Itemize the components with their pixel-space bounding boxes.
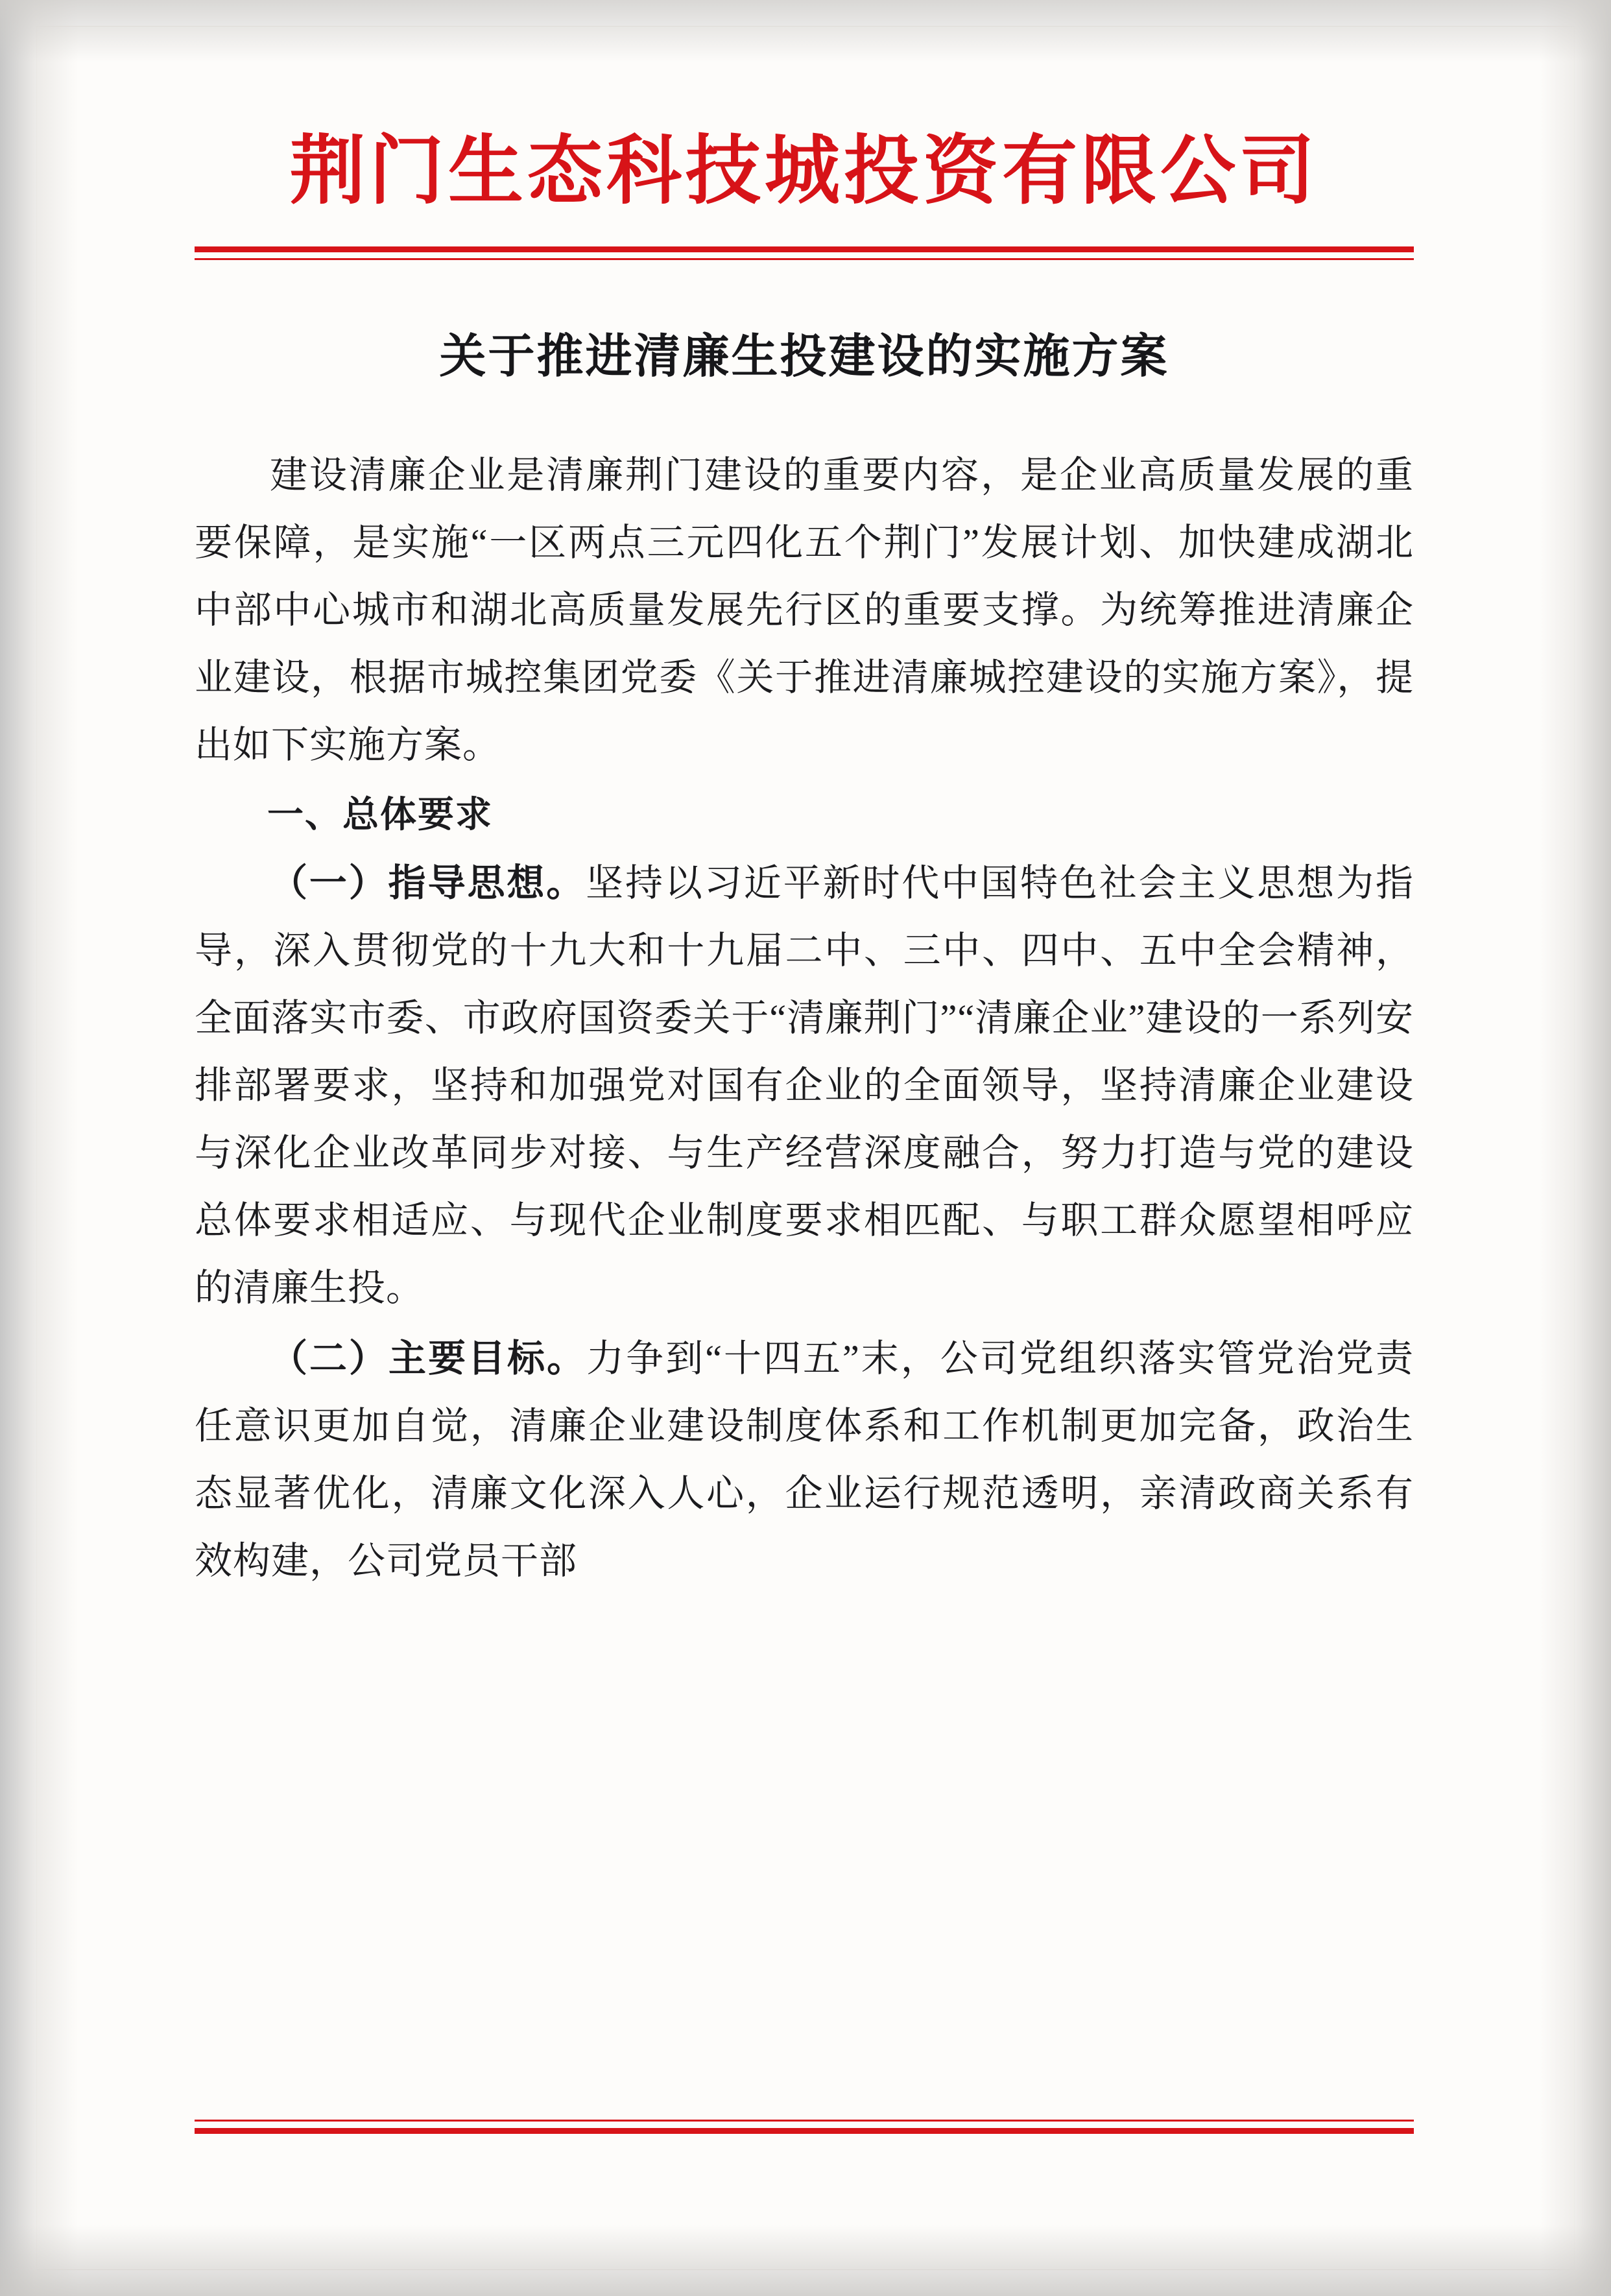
paragraph-guiding-thought: [195, 849, 1414, 1322]
section-heading-overall-requirements: 一、总体要求: [267, 793, 493, 836]
paragraph-guiding-thought-lead: （一）指导思想。: [270, 860, 586, 905]
scan-edge-bottom: [0, 2225, 1611, 2296]
footer-rule-thin: [195, 2120, 1414, 2122]
footer-rule-thick: [195, 2128, 1414, 2134]
paragraph-intro: 建设清廉企业是清廉荆门建设的重要内容，是企业高质量发展的重要保障，是实施“一区两点三元四化五个荆门”发展计划、加快建成湖北中部中心城市和湖北高质量发展先行区的重要支撑。为统筹推进清廉企业建设，根据市城控集团党委《关于推进清廉城控建设的实施方案》，提出如下实施方案。: [195, 453, 1414, 766]
document-title: 关于推进清廉生投建设的实施方案: [439, 328, 1169, 383]
document-content: [195, 126, 1414, 1597]
document-body: [195, 442, 1414, 1595]
scan-edge-right: [1540, 0, 1611, 2296]
header-rule-thin: [195, 258, 1414, 260]
header-rule-group: [195, 246, 1414, 260]
company-letterhead: 荆门生态科技城投资有限公司: [290, 126, 1319, 215]
footer-rule-group: [195, 2120, 1414, 2134]
scan-edge-left: [0, 0, 78, 2296]
header-rule-thick: [195, 246, 1414, 252]
scan-edge-top: [0, 0, 1611, 62]
paragraph-guiding-thought-text: 坚持以习近平新时代中国特色社会主义思想为指导，深入贯彻党的十九大和十九届二中、三中、四中、五中全会精神，全面落实市委、市政府国资委关于“清廉荆门”“清廉企业”建设的一系列安排部署要求，坚持和加强党对国有企业的全面领导，坚持清廉企业建设与深化企业改革同步对接、与生产经营深度融合，努力打造与党的建设总体要求相适应、与现代企业制度要求相匹配、与职工群众愿望相呼应的清廉生投。: [195, 861, 1414, 1309]
paragraph-main-goals: [195, 1324, 1414, 1595]
paragraph-main-goals-text: 力争到“十四五”末，公司党组织落实管党治党责任意识更加自觉，清廉企业建设制度体系和工作机制更加完备，政治生态显著优化，清廉文化深入人心，企业运行规范透明，亲清政商关系有效构建，公司党员干部: [195, 1337, 1414, 1582]
paragraph-main-goals-lead: （二）主要目标。: [270, 1335, 587, 1380]
